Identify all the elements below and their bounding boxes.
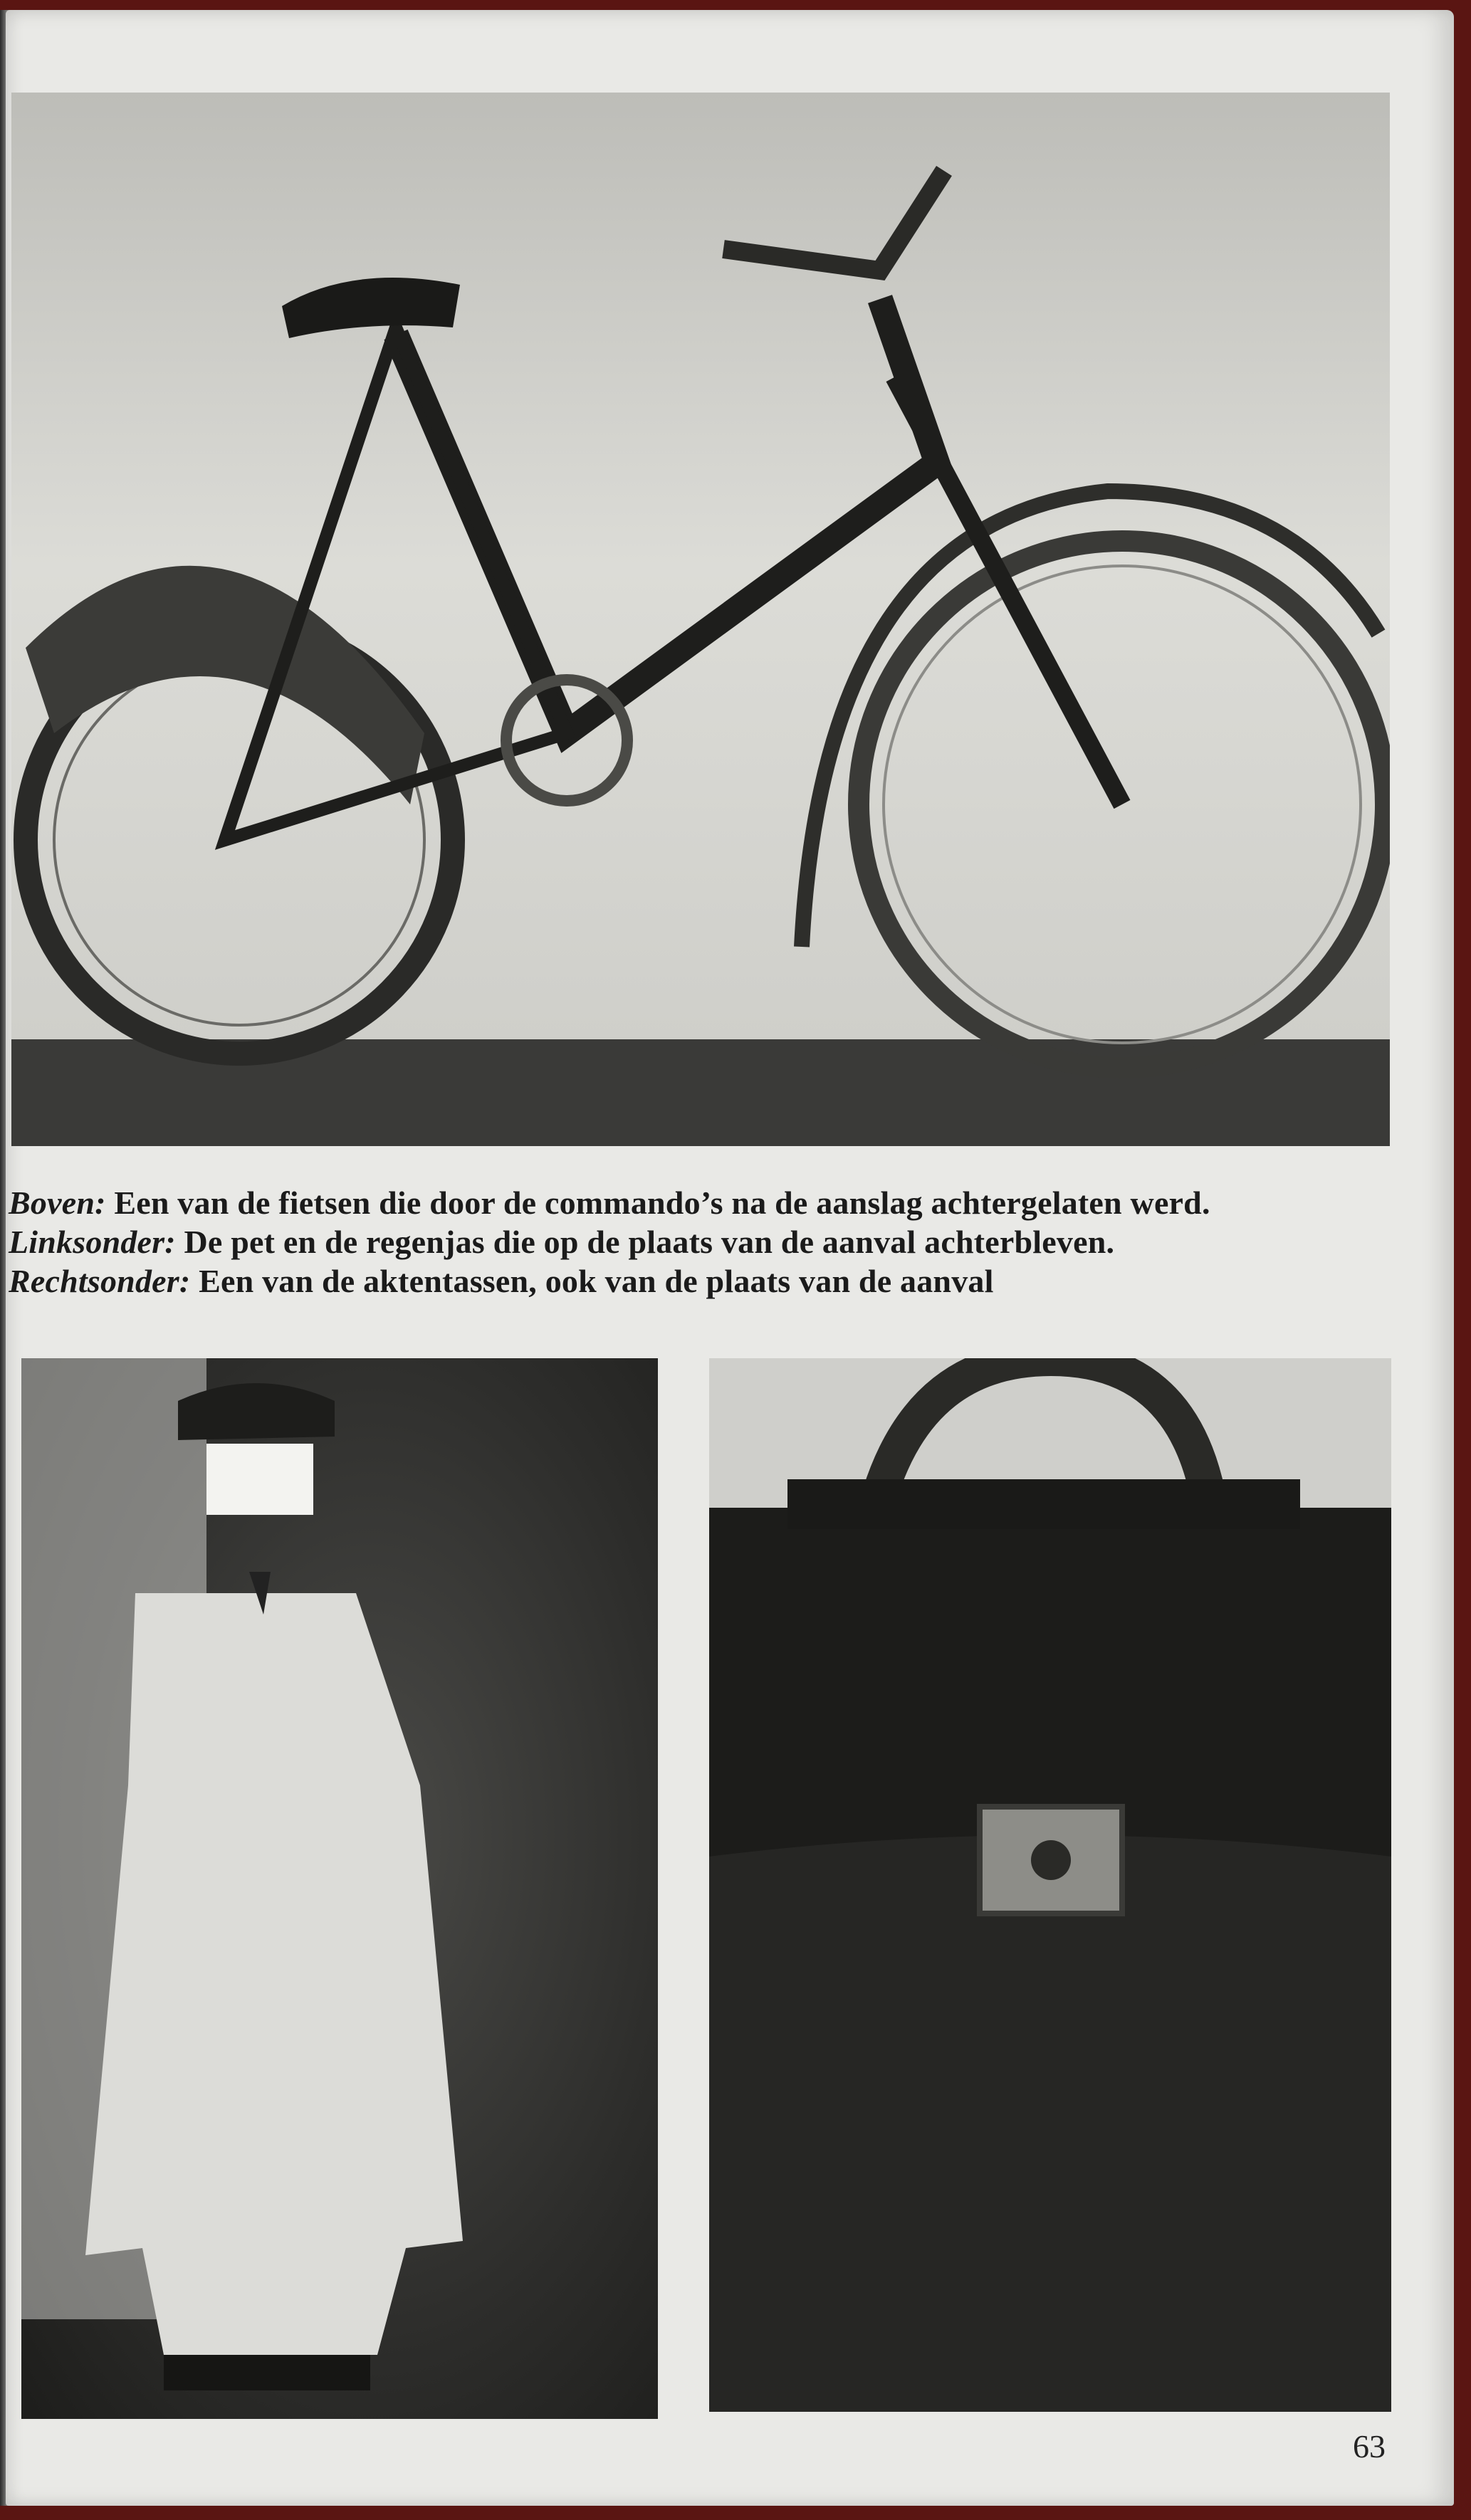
photo-captions	[9, 1183, 1404, 1301]
caption-bottom-left-label: Linksonder:	[9, 1224, 176, 1260]
caption-bottom-right	[9, 1261, 1404, 1301]
page-number: 63	[1353, 2428, 1386, 2464]
bicycle-photo	[11, 93, 1390, 1146]
caption-top-label: Boven:	[9, 1185, 106, 1221]
briefcase-photo	[709, 1358, 1391, 2412]
caption-bottom-right-text: Een van de aktentassen, ook van de plaats van de aanval	[190, 1263, 994, 1299]
caption-bottom-right-label: Rechtsonder:	[9, 1263, 191, 1299]
caption-top-text: Een van de fietsen die door de commando’s na de aanslag achtergelaten werd.	[105, 1185, 1210, 1221]
caption-bottom-left	[9, 1222, 1404, 1261]
cap-raincoat-photo	[21, 1358, 658, 2419]
caption-bottom-left-text: De pet en de regenjas die op de plaats van de aanval achterbleven.	[175, 1224, 1115, 1260]
caption-top	[9, 1183, 1404, 1222]
